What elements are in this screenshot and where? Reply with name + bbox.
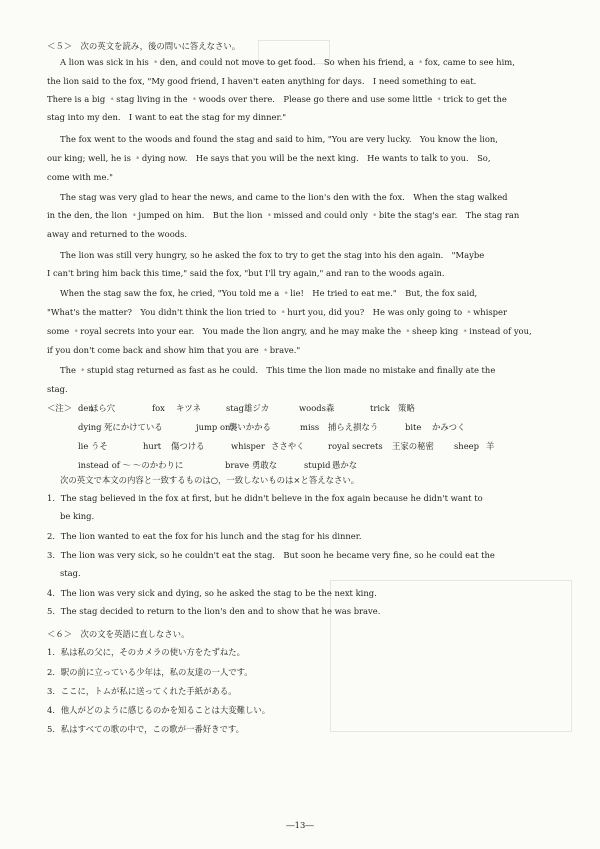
glossary-row bbox=[0, 402, 600, 414]
passage-line: The fox went to the woods and found the stag and said to him, "You are very lucky. You know the lion, bbox=[60, 134, 498, 144]
passage-line: I can't bring him back this time," said the fox, "but I'll try again," and ran to the woods again. bbox=[47, 268, 445, 278]
passage-line: come with me." bbox=[47, 172, 113, 182]
question-item: 5．The stag decided to return to the lion's den and to show that he was brave. bbox=[47, 606, 381, 616]
glossary-meaning: ほら穴 bbox=[90, 403, 116, 413]
glossary-term: den bbox=[78, 403, 94, 413]
glossary-term: royal secrets bbox=[328, 441, 383, 451]
glossary-term: sheep bbox=[454, 441, 479, 451]
passage-line: our king; well, he is ﹡dying now. He says that you will be the next king. He wants to talk to you. So, bbox=[47, 153, 491, 163]
glossary-meaning: 羊 bbox=[486, 441, 495, 451]
translation-item: 3．ここに，トムが私に送ってくれた手紙がある。 bbox=[47, 686, 237, 696]
glossary-term: stag bbox=[226, 403, 245, 413]
glossary-term: lie bbox=[78, 441, 89, 451]
translation-item: 2．駅の前に立っている少年は，私の友達の一人です。 bbox=[47, 667, 253, 677]
section5-heading: ＜５＞ 次の英文を読み，後の問いに答えなさい。 bbox=[47, 41, 241, 51]
passage-line: if you don't come back and show him that you are ﹡brave." bbox=[47, 345, 301, 355]
passage-line: The ﹡stupid stag returned as fast as he could. This time the lion made no mistake and finally ate the bbox=[60, 365, 496, 375]
glossary-term: fox bbox=[152, 403, 165, 413]
glossary-meaning: 傷つける bbox=[171, 441, 205, 451]
passage-line: stag into my den. I want to eat the stag for my dinner." bbox=[47, 112, 287, 122]
question-item: stag. bbox=[60, 568, 81, 578]
glossary-term: whisper bbox=[231, 441, 265, 451]
glossary-term: dying bbox=[78, 422, 102, 432]
glossary-meaning: 襲いかかる bbox=[229, 422, 271, 432]
section6-heading: ＜６＞ 次の文を英語に直しなさい。 bbox=[47, 629, 190, 639]
glossary-term: instead of ～ bbox=[78, 460, 131, 470]
glossary-meaning: うそ bbox=[91, 441, 108, 451]
glossary-meaning: 王家の秘密 bbox=[392, 441, 434, 451]
passage-line: The stag was very glad to hear the news, and came to the lion's den with the fox. When the stag walked bbox=[60, 192, 508, 202]
translation-item: 4．他人がどのように感じるのかを知ることは大変難しい。 bbox=[47, 705, 271, 715]
glossary-row bbox=[0, 440, 600, 452]
glossary-meaning: 愚かな bbox=[332, 460, 358, 470]
translation-item: 1．私は私の父に，そのカメラの使い方をたずねた。 bbox=[47, 647, 245, 657]
passage-line: When the stag saw the fox, he cried, "You told me a ﹡lie! He tried to eat me." But, the fox said, bbox=[60, 288, 478, 298]
glossary-meaning: 森 bbox=[326, 403, 335, 413]
glossary-meaning: 策略 bbox=[398, 403, 415, 413]
question-item: 3．The lion was very sick, so he couldn't eat the stag. But soon he became very fine, so he could eat the bbox=[47, 550, 495, 560]
passage-line: some ﹡royal secrets into your ear. You made the lion angry, and he may make the ﹡sheep king ﹡instead of you, bbox=[47, 326, 532, 336]
page-number: ―13― bbox=[286, 820, 314, 830]
glossary-term: hurt bbox=[143, 441, 162, 451]
passage-line: in the den, the lion ﹡jumped on him. But the lion ﹡missed and could only ﹡bite the stag's ear. The stag ran bbox=[47, 210, 520, 220]
glossary-row bbox=[0, 459, 600, 471]
passage-line: away and returned to the woods. bbox=[47, 229, 188, 239]
glossary-meaning: 雄ジカ bbox=[244, 403, 270, 413]
question-item: 4．The lion was very sick and dying, so he asked the stag to be the next king. bbox=[47, 588, 377, 598]
glossary-term: jump on bbox=[196, 422, 231, 432]
glossary-meaning: ～のかわりに bbox=[133, 460, 184, 470]
question-item: 2．The lion wanted to eat the fox for his lunch and the stag for his dinner. bbox=[47, 531, 362, 541]
translation-item: 5．私はすべての歌の中で，この歌が一番好きです。 bbox=[47, 724, 244, 734]
passage-line: "What's the matter? You didn't think the lion tried to ﹡hurt you, did you? He was only going to ﹡whisper bbox=[47, 307, 508, 317]
glossary-term: bite bbox=[405, 422, 422, 432]
glossary-term: brave bbox=[225, 460, 250, 470]
question-item: 1．The stag believed in the fox at first, but he didn't believe in the fox again because he didn't want to bbox=[47, 493, 483, 503]
passage-line: stag. bbox=[47, 384, 68, 394]
glossary-term: woods bbox=[299, 403, 326, 413]
notes-label: ＜注＞ bbox=[47, 403, 73, 413]
passage-line: A lion was sick in his ﹡den, and could not move to get food. So when his friend, a ﹡fox, came to see him, bbox=[60, 57, 515, 67]
glossary-meaning: ささやく bbox=[271, 441, 305, 451]
question-item: be king. bbox=[60, 511, 95, 521]
passage-line: the lion said to the fox, "My good friend, I haven't eaten anything for days. I need something to eat. bbox=[47, 76, 477, 86]
passage-line: The lion was still very hungry, so he asked the fox to try to get the stag into his den again. "Maybe bbox=[60, 250, 485, 260]
glossary-meaning: かみつく bbox=[432, 422, 466, 432]
question-instruction: 次の英文で本文の内容と一致するものは○，一致しないものは×と答えなさい。 bbox=[60, 475, 360, 485]
glossary-term: miss bbox=[300, 422, 320, 432]
glossary-term: trick bbox=[370, 403, 390, 413]
glossary-meaning: 死にかけている bbox=[104, 422, 163, 432]
bleed-through-mark bbox=[330, 580, 572, 732]
glossary-meaning: 捕らえ損なう bbox=[328, 422, 379, 432]
glossary-row bbox=[0, 421, 600, 433]
passage-line: There is a big ﹡stag living in the ﹡woods over there. Please go there and use some little ﹡trick to get the bbox=[47, 94, 507, 104]
glossary-term: stupid bbox=[304, 460, 331, 470]
glossary-meaning: キツネ bbox=[176, 403, 201, 413]
glossary-meaning: 勇敢な bbox=[252, 460, 278, 470]
